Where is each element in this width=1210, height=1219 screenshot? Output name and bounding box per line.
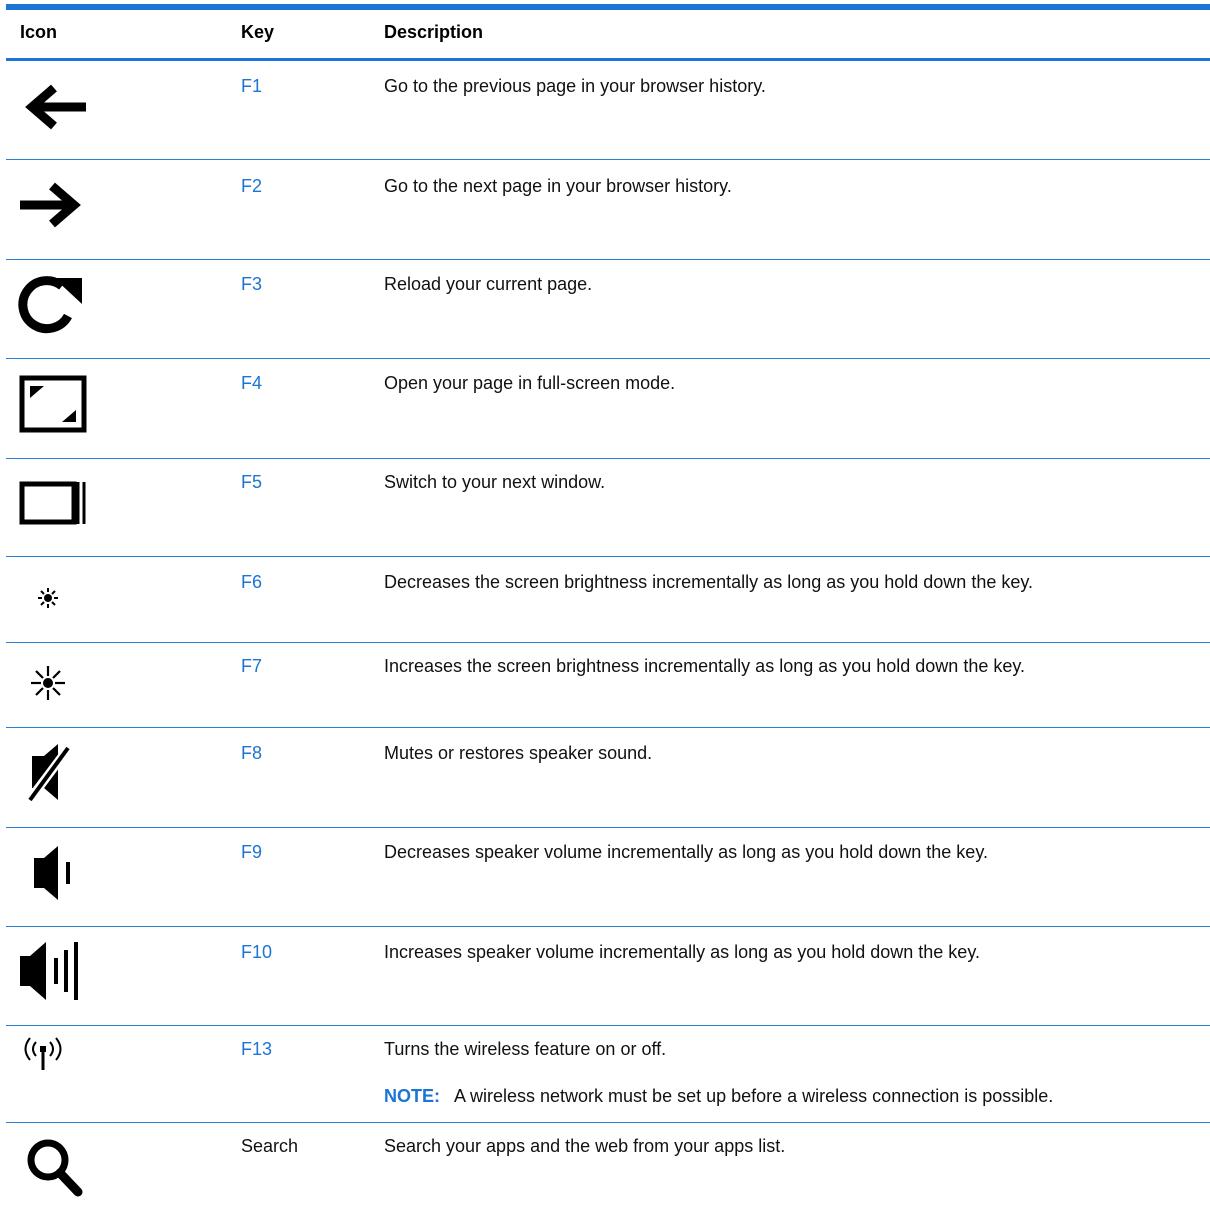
- row-separator: [6, 727, 1210, 728]
- brightness-up-icon: [8, 650, 98, 720]
- row-separator: [6, 1122, 1210, 1123]
- table-row-description: Decreases speaker volume incrementally as long as you hold down the key.: [384, 842, 988, 862]
- table-row-description: Turns the wireless feature on or off.: [384, 1039, 667, 1059]
- mute-icon: [8, 738, 98, 808]
- header-key: Key: [241, 22, 275, 42]
- table-row-key: F3: [241, 274, 263, 294]
- row-separator: [6, 1025, 1210, 1026]
- table-row-key: F2: [241, 176, 263, 196]
- table-row-description: Open your page in full-screen mode.: [384, 373, 676, 393]
- header-rule: [6, 58, 1210, 61]
- table-row-key: F8: [241, 743, 263, 763]
- table-row-description: Go to the next page in your browser history.: [384, 176, 732, 196]
- search-icon: [8, 1130, 98, 1200]
- row-separator: [6, 159, 1210, 160]
- table-row-description: Switch to your next window.: [384, 472, 606, 492]
- reload-icon: [8, 270, 98, 340]
- table-row-key: F4: [241, 373, 263, 393]
- table-row-description: Decreases the screen brightness incrementally as long as you hold down the key.: [384, 572, 1034, 592]
- table-top-rule: [6, 4, 1210, 10]
- table-row-description: Go to the previous page in your browser history.: [384, 76, 766, 96]
- table-row-key: F13: [241, 1039, 273, 1059]
- forward-arrow-icon: [8, 170, 98, 240]
- row-separator: [6, 358, 1210, 359]
- table-row-key: F5: [241, 472, 263, 492]
- wireless-icon: [8, 1030, 98, 1100]
- table-row-description: Search your apps and the web from your apps list.: [384, 1136, 786, 1156]
- fullscreen-icon: [8, 368, 98, 438]
- table-row-key: F10: [241, 942, 273, 962]
- table-row-key: Search: [241, 1136, 299, 1156]
- table-row-key: F6: [241, 572, 263, 592]
- table-row-description: Reload your current page.: [384, 274, 593, 294]
- header-description: Description: [384, 22, 484, 42]
- note-block: [384, 1086, 1053, 1107]
- row-separator: [6, 827, 1210, 828]
- row-separator: [6, 926, 1210, 927]
- next-window-icon: [8, 470, 98, 540]
- note-label: NOTE:: [384, 1086, 440, 1106]
- table-row-description: Increases the screen brightness incrementally as long as you hold down the key.: [384, 656, 1026, 676]
- row-separator: [6, 458, 1210, 459]
- header-icon: Icon: [20, 22, 58, 42]
- table-row-key: F9: [241, 842, 263, 862]
- row-separator: [6, 642, 1210, 643]
- row-separator: [6, 259, 1210, 260]
- note-text: A wireless network must be set up before a wireless connection is possible.: [454, 1086, 1054, 1106]
- volume-up-icon: [8, 934, 98, 1004]
- brightness-down-icon: [8, 566, 98, 636]
- volume-down-icon: [8, 836, 98, 906]
- table-row-key: F7: [241, 656, 263, 676]
- table-row-key: F1: [241, 76, 263, 96]
- row-separator: [6, 556, 1210, 557]
- back-arrow-icon: [8, 72, 98, 142]
- table-row-description: Mutes or restores speaker sound.: [384, 743, 653, 763]
- table-row-description: Increases speaker volume incrementally as long as you hold down the key.: [384, 942, 980, 962]
